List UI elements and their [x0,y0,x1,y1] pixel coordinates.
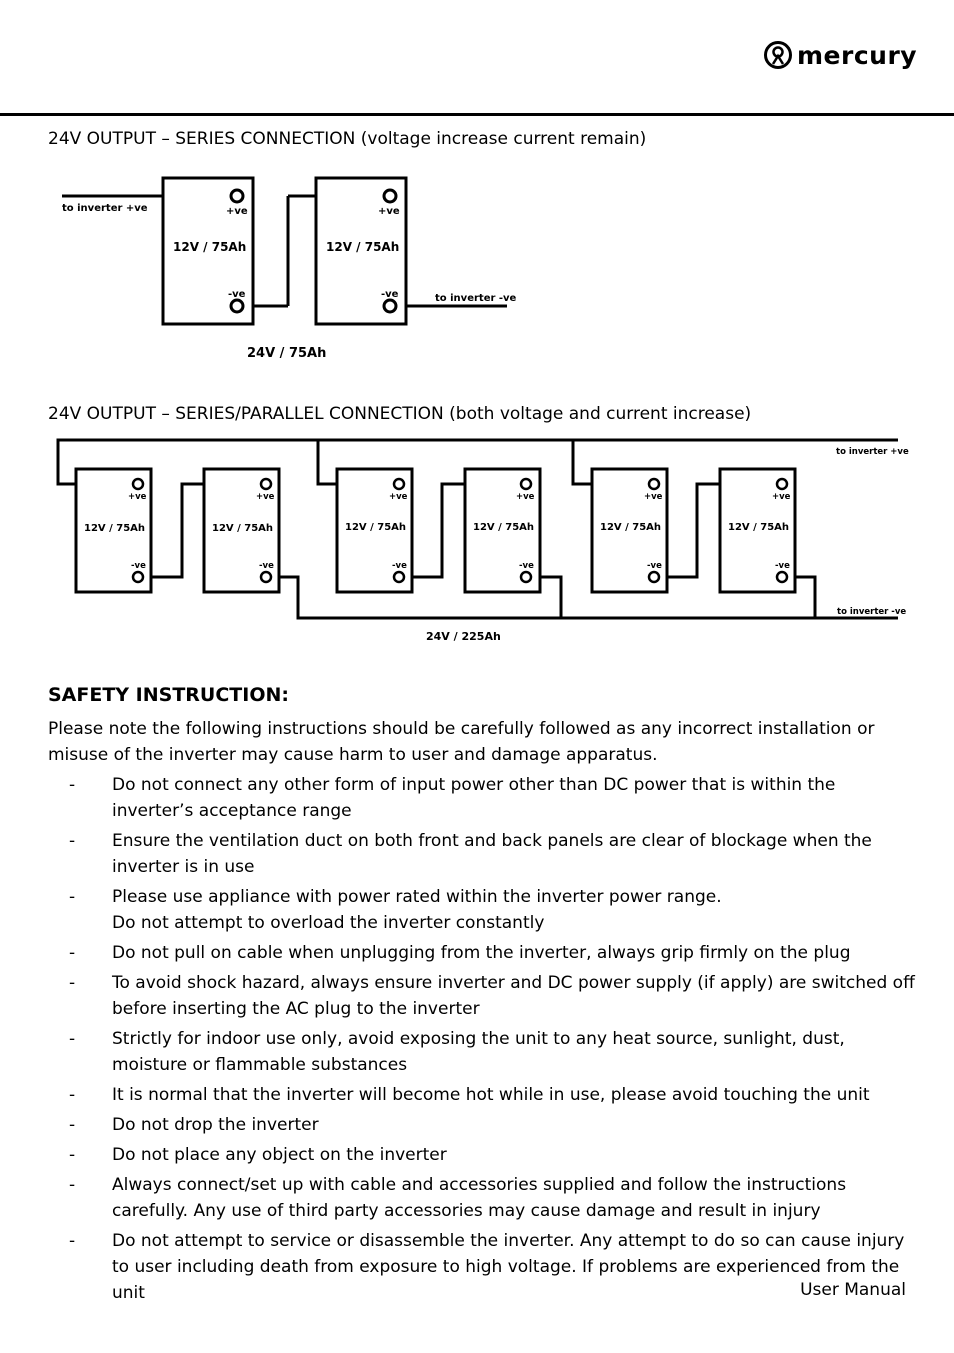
positive-terminal [133,479,143,489]
to-inverter-negative-label: to inverter -ve [435,293,517,304]
negative-label: -ve [228,289,246,300]
list-item-text: Do not attempt to service or disassemble the inverter. Any attempt to do so can cause injury to user including death from exposure to high voltage. If problems are experienced from the unit [112,1231,905,1303]
positive-terminal [394,479,404,489]
positive-terminal [261,479,271,489]
list-item-text: Always connect/set up with cable and accessories supplied and follow the instructions carefully. Any use of third party accessories may cause damage and result in injury [112,1175,847,1221]
battery-box [76,469,151,592]
list-item: - Always connect/set up with cable and accessories supplied and follow the instructions carefully. Any use of third party accessories may cause damage and result in injury [69,1175,847,1221]
list-item: - Do not drop the inverter [69,1115,319,1135]
to-inverter-positive-label: to inverter +ve [62,203,148,214]
list-item-text: To avoid shock hazard, always ensure inverter and DC power supply (if apply) are switched off before inserting the AC plug to the inverter [112,973,915,1019]
brand-name: mercury [797,40,918,70]
negative-terminal [777,572,787,582]
list-item: - Ensure the ventilation duct on both front and back panels are clear of blockage when the inverter is in use [69,831,872,877]
battery-rating: 12V / 75Ah [326,240,400,254]
negative-label: -ve [647,561,662,571]
series-parallel-connection-diagram [0,0,954,660]
battery-rating: 12V / 75Ah [173,240,247,254]
list-item: - Do not connect any other form of input power other than DC power that is within the inverter’s acceptance range [69,775,836,821]
positive-label: +ve [389,492,408,502]
parallel-total-label: 24V / 225Ah [426,630,501,643]
list-item: - Do not pull on cable when unplugging from the inverter, always grip firmly on the plug [69,943,851,963]
negative-terminal [394,572,404,582]
positive-label: +ve [226,206,248,217]
to-inverter-negative-label: to inverter -ve [837,607,907,617]
negative-terminal [521,572,531,582]
series-caption: 24V OUTPUT – SERIES CONNECTION (voltage increase current remain) [48,129,647,149]
list-item: - Please use appliance with power rated within the inverter power range. Do not attempt to overload the inverter constantly [69,887,722,933]
negative-terminal [649,572,659,582]
list-item: - Strictly for indoor use only, avoid exposing the unit to any heat source, sunlight, dust, moisture or flammable substances [69,1029,845,1075]
battery-rating: 12V / 75Ah [600,522,662,533]
list-item-text: Ensure the ventilation duct on both front and back panels are clear of blockage when the inverter is in use [112,831,872,877]
list-item-text: Please use appliance with power rated within the inverter power range. Do not attempt to overload the inverter constantly [112,887,722,933]
positive-terminal [649,479,659,489]
battery-rating: 12V / 75Ah [84,523,146,534]
safety-list [48,772,918,1310]
battery-rating: 12V / 75Ah [345,522,407,533]
battery-box [592,469,667,592]
series-total-label: 24V / 75Ah [247,346,327,361]
negative-terminal [133,572,143,582]
list-item-text: Strictly for indoor use only, avoid exposing the unit to any heat source, sunlight, dust, moisture or flammable substances [112,1029,845,1075]
list-item-text: It is normal that the inverter will become hot while in use, please avoid touching the unit [112,1085,870,1105]
negative-label: -ve [381,289,399,300]
negative-terminal [261,572,271,582]
negative-label: -ve [259,561,274,571]
parallel-caption: 24V OUTPUT – SERIES/PARALLEL CONNECTION (both voltage and current increase) [48,404,752,424]
list-item: - Do not place any object on the inverter [69,1145,447,1165]
positive-label: +ve [256,492,275,502]
negative-label: -ve [775,561,790,571]
battery-box [465,469,540,592]
positive-label: +ve [644,492,663,502]
battery-box [337,469,412,592]
list-item: - Do not attempt to service or disassemble the inverter. Any attempt to do so can cause injury to user including death from exposure to high voltage. If problems are experienced from the unit [69,1231,905,1303]
list-item-text: Do not place any object on the inverter [112,1145,447,1165]
battery-box [204,469,279,592]
battery-box [720,469,795,592]
list-item-text: Do not connect any other form of input power other than DC power that is within the inverter’s acceptance range [112,775,836,821]
negative-label: -ve [131,561,146,571]
positive-terminal [521,479,531,489]
positive-label: +ve [772,492,791,502]
footer-label: User Manual [800,1280,906,1300]
positive-terminal [777,479,787,489]
to-inverter-positive-label: to inverter +ve [836,447,909,457]
positive-label: +ve [378,206,400,217]
negative-label: -ve [519,561,534,571]
safety-intro: Please note the following instructions should be carefully followed as any incorrect installation or misuse of the inverter may cause harm to user and damage apparatus. [48,719,875,765]
positive-label: +ve [128,492,147,502]
list-item: - It is normal that the inverter will become hot while in use, please avoid touching the unit [69,1085,870,1105]
battery-rating: 12V / 75Ah [473,522,535,533]
battery-rating: 12V / 75Ah [212,523,274,534]
battery-rating: 12V / 75Ah [728,522,790,533]
safety-heading: SAFETY INSTRUCTION: [48,684,289,706]
list-item-text: Do not drop the inverter [112,1115,319,1135]
list-item: - To avoid shock hazard, always ensure inverter and DC power supply (if apply) are switched off before inserting the AC plug to the inverter [69,973,915,1019]
negative-label: -ve [392,561,407,571]
positive-label: +ve [516,492,535,502]
list-item-text: Do not pull on cable when unplugging from the inverter, always grip firmly on the plug [112,943,851,963]
